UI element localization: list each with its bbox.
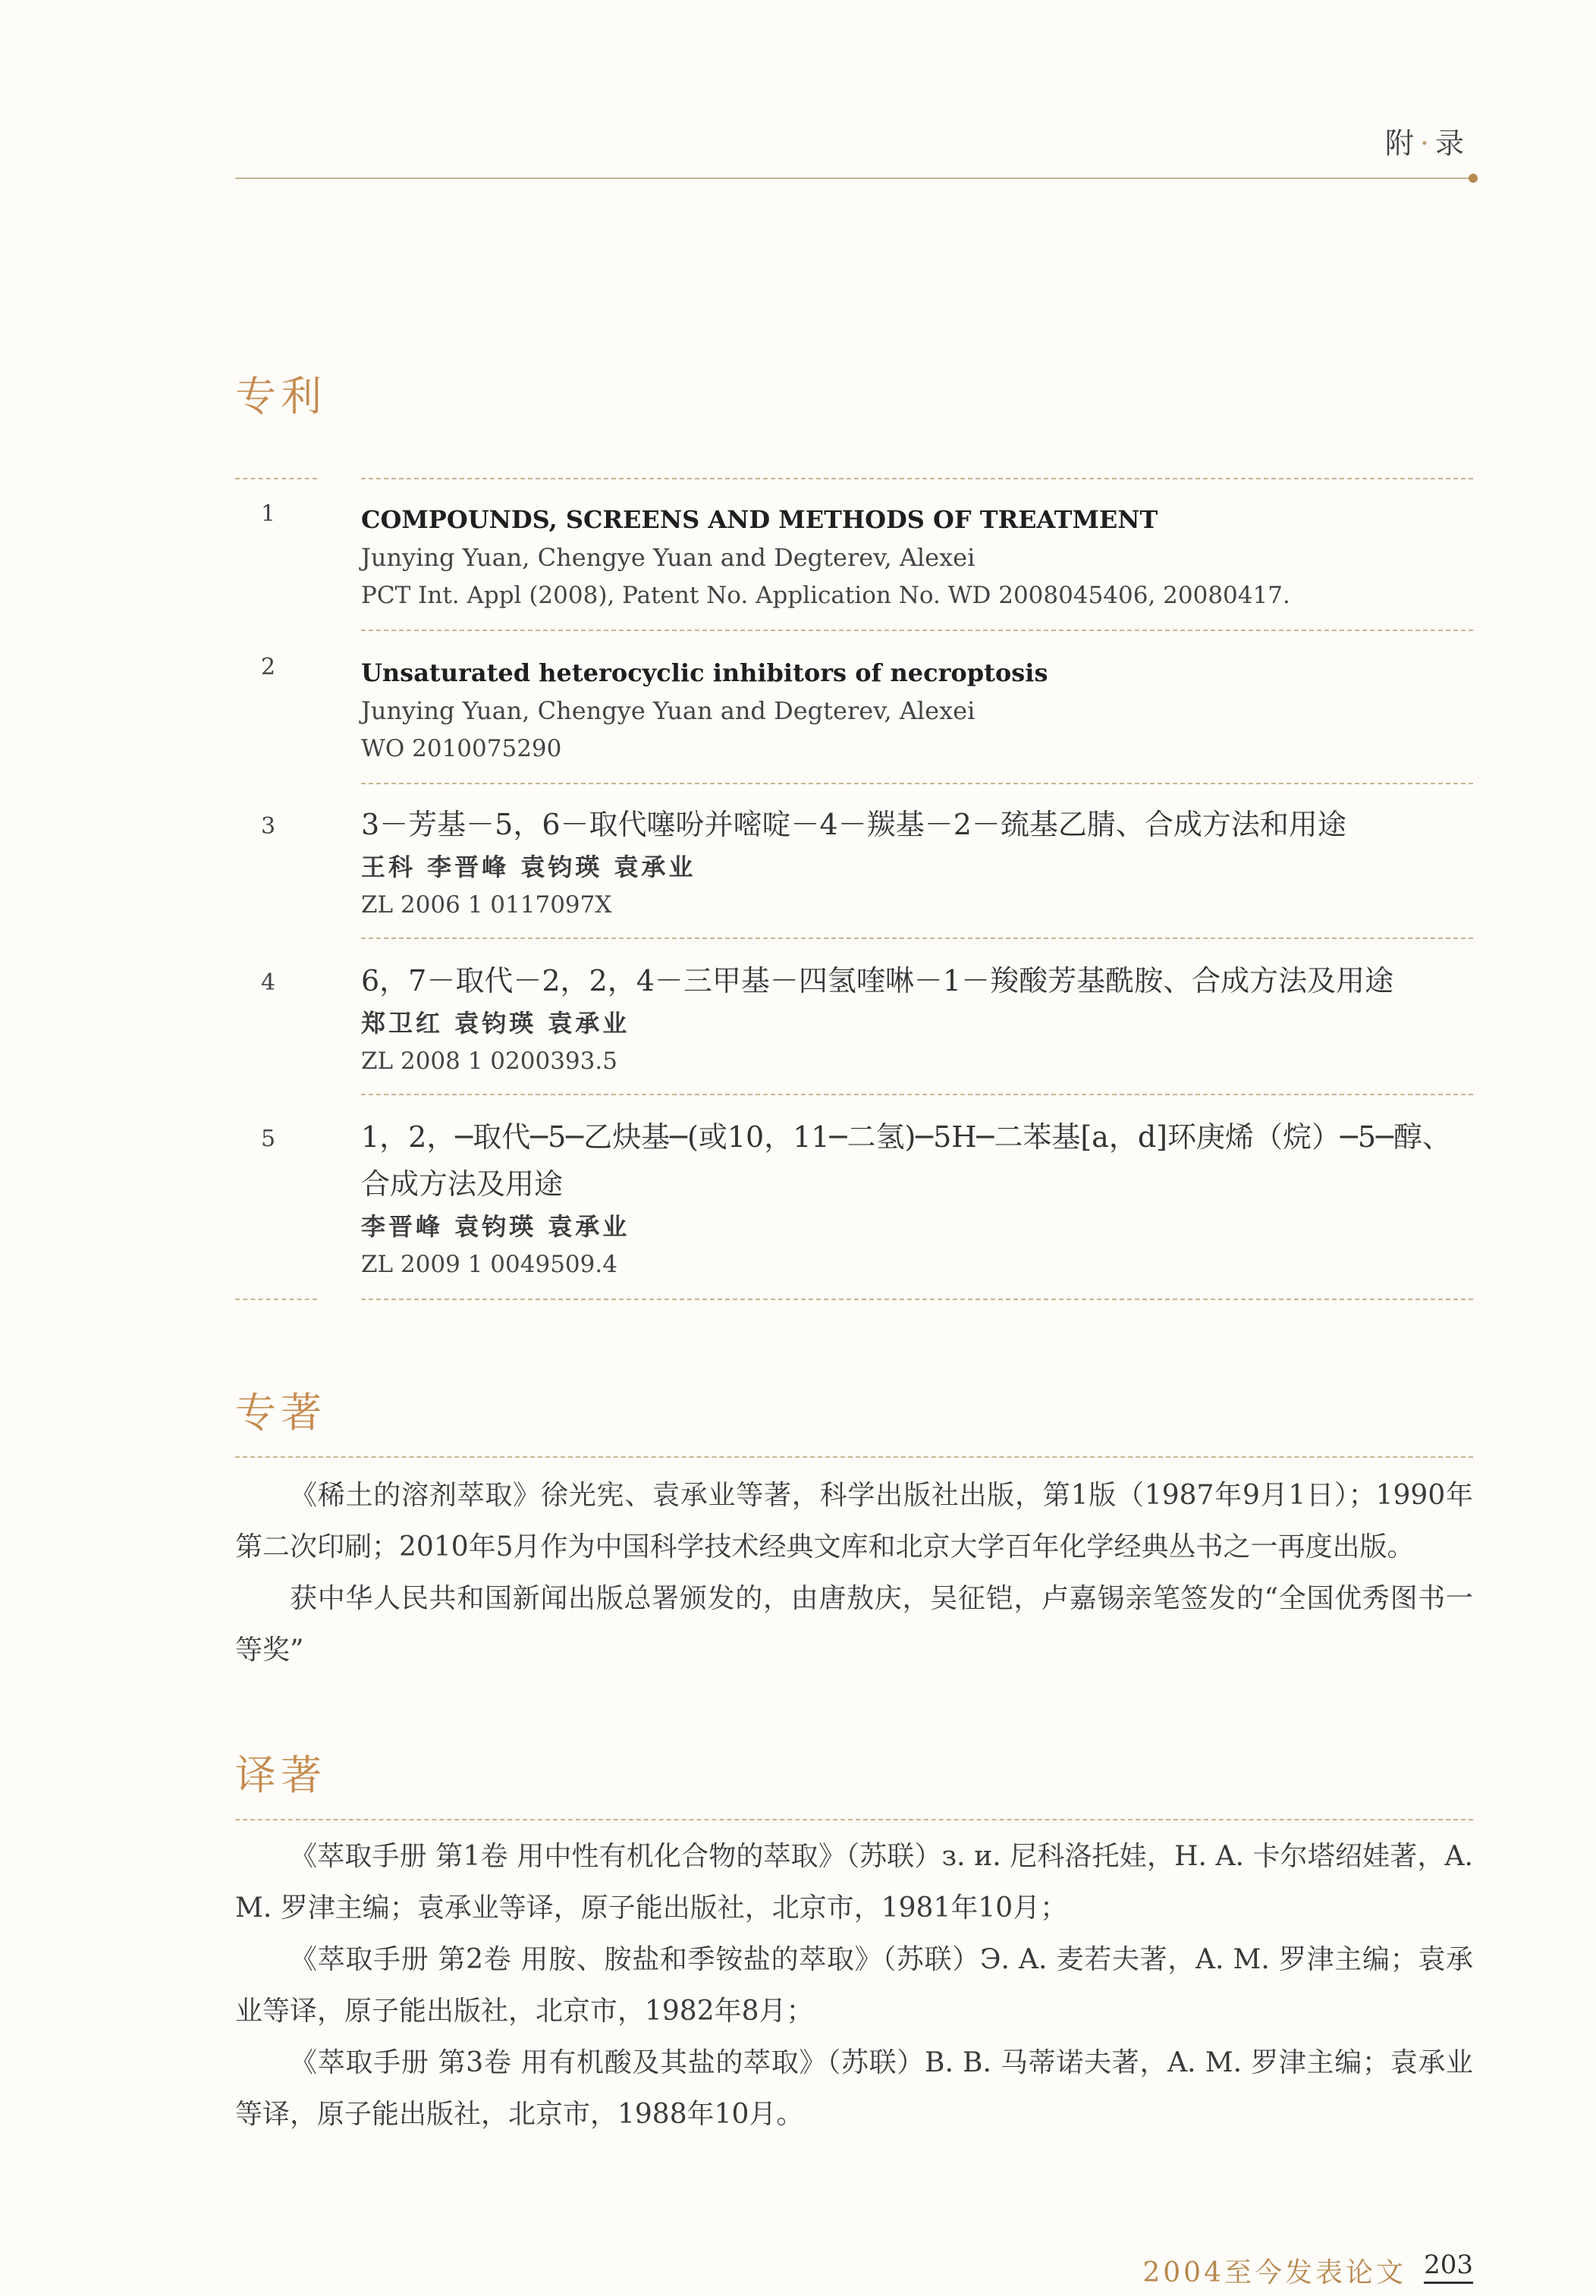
monographs-heading: 专著 (235, 1389, 326, 1437)
patent-number-label: 4 (261, 969, 276, 996)
running-header-left: 附 (1384, 127, 1417, 160)
patent-divider (361, 630, 1473, 631)
patent-authors: 李晋峰 袁钧瑛 袁承业 (361, 1212, 630, 1241)
patent-body (361, 501, 1473, 614)
patent-application-number: ZL 2008 1 0200393.5 (361, 1047, 617, 1075)
translation-entry-3: 《萃取手册 第3卷 用有机酸及其盐的萃取》（苏联）B. B. 马蒂诺夫著，A. M. 罗津主编；袁承业等译，原子能出版社，北京市，1988年10月。 (235, 2047, 1473, 2130)
translation-entry-1: 《萃取手册 第1卷 用中性有机化合物的萃取》（苏联）з. и. 尼科洛托娃，H. A. 卡尔塔绍娃著，A. M. 罗津主编；袁承业等译，原子能出版社，北京市，1981年10月； (235, 1841, 1473, 1924)
patents-top-rule (361, 478, 1473, 479)
patent-divider (361, 1094, 1473, 1095)
patent-title: COMPOUNDS, SCREENS AND METHODS OF TREATMENT (361, 505, 1158, 534)
header-dot: · (1419, 127, 1432, 160)
header-rule (235, 177, 1473, 179)
translation-entry-2: 《萃取手册 第2卷 用胺、胺盐和季铵盐的萃取》（苏联）Э. A. 麦若夫著，A. M. 罗津主编；袁承业等译，原子能出版社，北京市，1982年8月； (235, 1944, 1473, 2027)
patent-body (361, 654, 1473, 768)
patent-number-label: 3 (261, 813, 276, 840)
patent-divider (361, 938, 1473, 939)
patent-number-label: 2 (261, 654, 276, 680)
page-number: 203 (1424, 2250, 1473, 2284)
patents-top-rule-short (235, 478, 317, 479)
translations-rule (235, 1819, 1473, 1820)
patent-title: Unsaturated heterocyclic inhibitors of necroptosis (361, 658, 1048, 687)
patent-number-label: 1 (261, 501, 276, 527)
patent-number-label: 5 (261, 1126, 276, 1152)
patent-authors: 郑卫红 袁钧瑛 袁承业 (361, 1009, 630, 1038)
patent-application-number: WO 2010075290 (361, 735, 562, 762)
patent-body (361, 957, 1473, 1080)
patent-body (361, 801, 1473, 924)
patent-title: 6，7－取代－2，2，4－三甲基－四氢喹啉－1－羧酸芳基酰胺、合成方法及用途 (361, 964, 1394, 997)
patent-authors: Junying Yuan, Chengye Yuan and Degterev, Alexei (361, 543, 976, 572)
patent-title: 3－芳基－5，6－取代噻吩并嘧啶－4－羰基－2－巯基乙腈、合成方法和用途 (361, 808, 1346, 841)
running-header (1385, 120, 1467, 162)
footer-section-title: 2004至今发表论文 (1142, 2257, 1406, 2288)
header-rule-dot (1469, 174, 1478, 183)
running-header-right: 录 (1434, 127, 1467, 160)
patents-bottom-rule-short (235, 1299, 317, 1300)
patent-authors: Junying Yuan, Chengye Yuan and Degterev, Alexei (361, 696, 976, 725)
patents-heading: 专利 (235, 372, 326, 420)
monographs-rule (235, 1456, 1473, 1458)
monograph-award-paragraph: 获中华人民共和国新闻出版总署颁发的，由唐敖庆，吴征铠，卢嘉锡亲笔签发的“全国优秀图书一等奖” (235, 1583, 1473, 1666)
patent-title: 1，2，─取代─5─乙炔基─(或10，11─二氢)─5H─二苯基[a，d]环庚烯（烷）─5─醇、合成方法及用途 (361, 1120, 1451, 1201)
patent-application-number: PCT Int. Appl (2008), Patent No. Application No. WD 2008045406, 20080417. (361, 582, 1290, 609)
patent-authors: 王科 李晋峰 袁钧瑛 袁承业 (361, 853, 696, 881)
patent-application-number: ZL 2006 1 0117097X (361, 891, 612, 919)
translations-heading: 译著 (235, 1751, 326, 1799)
monograph-paragraph: 《稀土的溶剂萃取》徐光宪、袁承业等著，科学出版社出版，第1版（1987年9月1日）；1990年第二次印刷；2010年5月作为中国科学技术经典文库和北京大学百年化学经典丛书之一再度出版。 (235, 1480, 1473, 1563)
patent-application-number: ZL 2009 1 0049509.4 (361, 1251, 617, 1278)
patents-bottom-rule (361, 1299, 1473, 1300)
patent-divider (361, 783, 1473, 784)
patent-body (361, 1113, 1473, 1283)
